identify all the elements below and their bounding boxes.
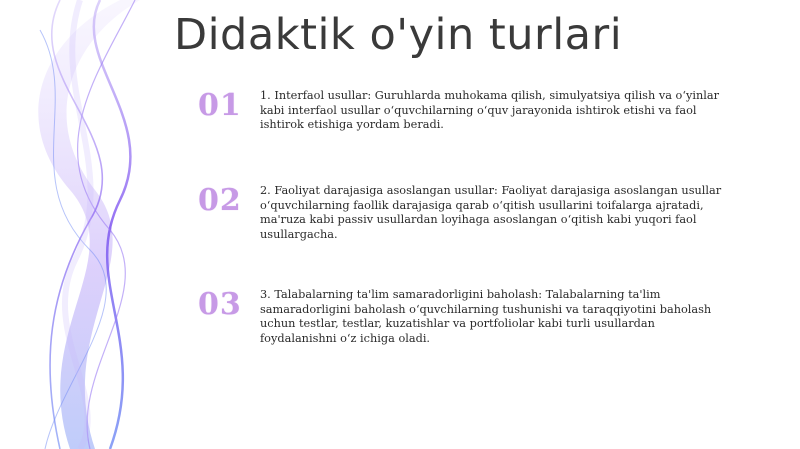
item-text: 1. Interfaol usullar: Guruhlarda muhokama qilish, simulyatsiya qilish va o‘yinlar kabi interfaol usullar o‘quvchilarning o‘quv jarayonida ishtirok etishi va faol ishtirok etishiga yordam beradi. — [260, 89, 719, 132]
item-text: 2. Faoliyat darajasiga asoslangan usullar: Faoliyat darajasiga asoslangan usullar o‘quvchilarning faollik darajasiga qarab o‘qitish usullarini toifalarga ajratadi, ma'ruza kabi passiv usullardan loyihaga asoslangan o‘qitish kabi yuqori faol usullargacha. — [260, 184, 722, 241]
item-number: 03 — [198, 287, 242, 322]
item-number: 02 — [198, 183, 242, 218]
slide-title: Didaktik o'yin turlari — [174, 10, 623, 60]
item-text: 3. Talabalarning ta'lim samaradorligini baholash: Talabalarning ta'lim samaradorligini baholash o‘quvchilarning tushunishi va taraqqiyotini baholash uchun testlar, testlar, kuzatishlar va portfoliolar kabi turli usullardan foydalanishni o‘z ichiga oladi. — [260, 288, 712, 345]
item-number: 01 — [198, 88, 242, 123]
decorative-wave-ribbon — [0, 0, 200, 449]
